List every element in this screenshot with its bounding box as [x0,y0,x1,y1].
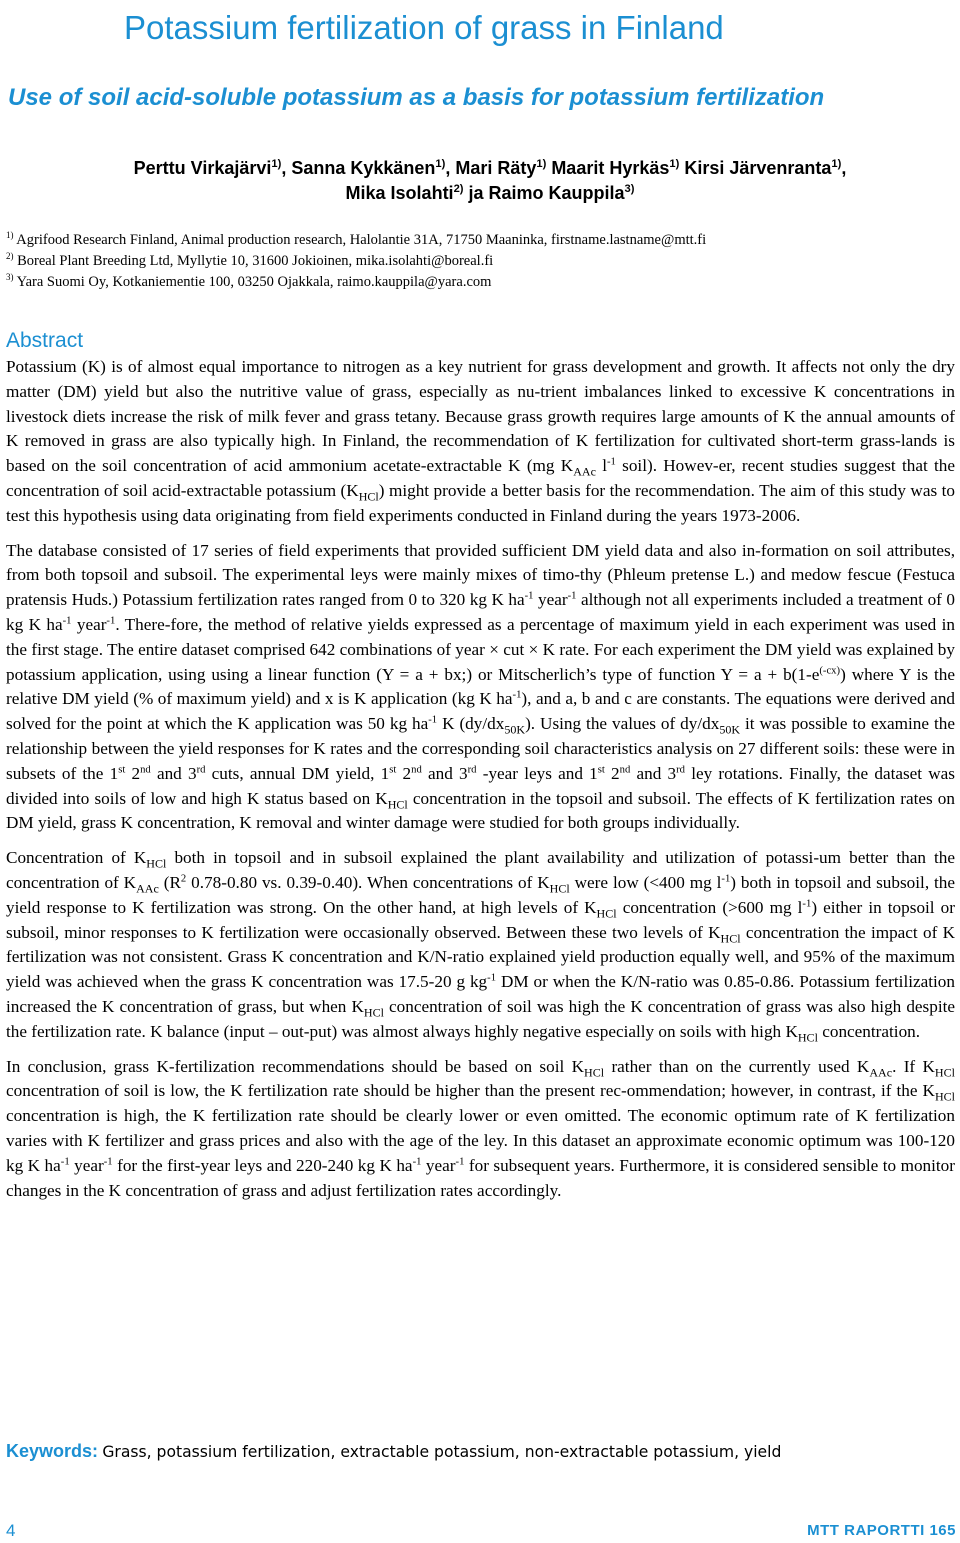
author-affiliation-mark: 2) [453,183,464,195]
author-affiliation-mark: 3) [624,183,635,195]
author-name: Mari Räty [455,158,537,178]
affiliation-item [6,230,956,251]
affiliation-mark: 3) [6,272,14,283]
affiliation-text: Boreal Plant Breeding Ltd, Myllytie 10, 31600 Jokioinen, mika.isolahti@boreal.fi [13,253,494,269]
series-name: MTT RAPORTTI 165 [807,1522,956,1539]
page-number: 4 [6,1521,16,1540]
author-line-1 [40,156,940,181]
author-separator: , [445,158,456,178]
author-line-2 [40,181,940,206]
affiliation-item [6,251,956,272]
author-name: Raimo Kauppila [488,183,625,203]
keywords [6,1439,956,1464]
keywords-text: Grass, potassium fertilization, extractable potassium, non-extractable potassium, yield [102,1443,782,1461]
abstract-paragraph: Concentration of $K_{HCl}$ both in topsoil and in subsoil explained the plant availability and utilization of potassi-um better than the concentration of $K_{AAc}$ ($R^2$ 0.78-0.80 vs. 0.39-0.40). When concentrations of $K_{HCl}$ were low (<400 mg $l^{-1}$) both in topsoil and subsoil, the yield response to K fertilization was strong. On the other hand, at high levels of $K_{HCl}$ concentration (>600 mg $l^{-1}$) either in topsoil or subsoil, minor responses to K fertilization were occasionally observed. Between these two levels of $K_{HCl}$ concentration the impact of K fertilization was not consistent. Grass K concentration and K/N-ratio explained yield production equally well, and 95% of the maximum yield was achieved when the grass K concentration was 17.5-20 g $kg^{-1}$ DM or when the K/N-ratio was 0.85-0.86. Potassium fertilization increased the K concentration of grass, but when $K_{HCl}$ concentration of soil was high the K concentration of grass was also high despite the fertilization rate. K balance (input – out-put) was almost always highly negative especially on soils with high $K_{HCl}$ concentration. [6,848,956,1045]
keywords-label: Keywords: [6,1441,99,1461]
affiliation-mark: 2) [6,251,14,262]
abstract-body [6,355,955,1213]
author-affiliation-mark: 1) [271,158,282,170]
author-affiliation-mark: 1) [669,158,680,170]
abstract-paragraph: The database consisted of 17 series of field experiments that provided sufficient DM yield data and also in-formation on soil attributes, from both topsoil and subsoil. The experimental leys were mainly mixes of timo-thy (Phleum pretense L.) and medow fescue (Festuca pratensis Huds.) Potassium fertilization rates ranged from 0 to 320 kg K $ha^{-1}$ year$^{-1}$ although not all experiments included a treatment of 0 kg K $ha^{-1}$ year$^{-1}$. There-fore, the method of relative yields expressed as a percentage of maximum yield in each experiment was used in the first stage. The entire dataset comprised 642 combinations of year × cut × K rate. For each experiment the DM yield was explained by potassium application, using using a linear function (Y = a + bx;) or Mitscherlich’s type of function $Y = a + b(1-e^{(-cx)})$ where Y is the relative DM yield (% of maximum yield) and x is K application (kg K $ha^{-1}$), and a, b and c are constants. The equations were derived and solved for the point at which the K application was 50 kg $ha^{-1}$ K $(dy/dx_{50K})$. Using the values of $dy/dx_{50K}$ it was possible to examine the relationship between the yield responses for K rates and the corresponding soil characteristics analysis on 27 different soils: these were in subsets of the 1st 2nd and 3rd cuts, annual DM yield, 1st 2nd and 3rd -year leys and 1st 2nd and 3rd ley rotations. Finally, the dataset was divided into soils of low and high K status based on $K_{HCl}$ concentration in the topsoil and subsoil. The effects of K fertilization rates on DM yield, grass K concentration, K removal and winter damage were studied for both groups individually. [6,540,955,833]
page-subtitle: Use of soil acid-soluble potassium as a basis for potassium fertilization [8,84,825,111]
author-affiliation-mark: 1) [536,158,547,170]
author-name: Sanna Kykkänen [291,158,436,178]
author-name: Perttu Virkajärvi [133,158,272,178]
author-separator: , [841,158,847,178]
affiliation-item [6,272,956,293]
affiliation-text: Yara Suomi Oy, Kotkaniementie 100, 03250 Ojakkala, raimo.kauppila@yara.com [13,274,492,290]
author-list [40,156,940,206]
affiliation-list [6,230,956,293]
abstract-paragraph: Potassium (K) is of almost equal importance to nitrogen as a key nutrient for grass development and growth. It affects not only the dry matter (DM) yield but also the nutritive value of grass, especially as nu-trient imbalances linked to excessive K concentrations in livestock diets increase the risk of milk fever and grass tetany. Because grass growth requires large amounts of K the annual amounts of K removed in grass are also typically high. In Finland, the recommendation of K fertilization for cultivated short-term grass-lands is based on the soil concentration of acid ammonium acetate-extractable K (mg $K_{AAc}$ $l^{-1}$ soil). Howev-er, recent studies suggest that the concentration of soil acid-extractable potassium $(K_{HCl})$ might provide a better basis for the recommendation. The aim of this study was to test this hypothesis using data originating from field experiments conducted in Finland during the years 1973-2006. [6,357,956,525]
author-name: Maarit Hyrkäs [551,158,670,178]
abstract-paragraph: In conclusion, grass K-fertilization recommendations should be based on soil $K_{HCl}$ rather than on the currently used $K_{AAc}$. If $K_{HCl}$ concentration of soil is low, the K fertilization rate should be higher than the present rec-ommendation; however, in contrast, if the $K_{HCl}$ concentration is high, the K fertilization rate should be clearly lower or even omitted. The economic optimum rate of K fertilization varies with K fertilizer and grass prices and also with the age of the ley. In this dataset an approximate economic optimum was 100-120 kg K $ha^{-1}$ year$^{-1}$ for the first-year leys and 220-240 kg K $ha^{-1}$ year$^{-1}$ for subsequent years. Furthermore, it is considered sensible to monitor changes in the K concentration of grass and adjust fertilization rates accordingly. [6,1056,955,1200]
abstract-heading: Abstract [6,329,84,352]
author-affiliation-mark: 1) [831,158,842,170]
author-name: Kirsi Järvenranta [684,158,832,178]
author-separator: ja [463,183,489,203]
affiliation-mark: 1) [6,230,14,241]
author-name: Mika Isolahti [345,183,454,203]
affiliation-text: Agrifood Research Finland, Animal production research, Halolantie 31A, 71750 Maaninka, firstname.lastname@mtt.fi [13,232,707,248]
author-affiliation-mark: 1) [435,158,446,170]
author-separator: , [281,158,292,178]
page-title: Potassium fertilization of grass in Finland [124,9,724,46]
